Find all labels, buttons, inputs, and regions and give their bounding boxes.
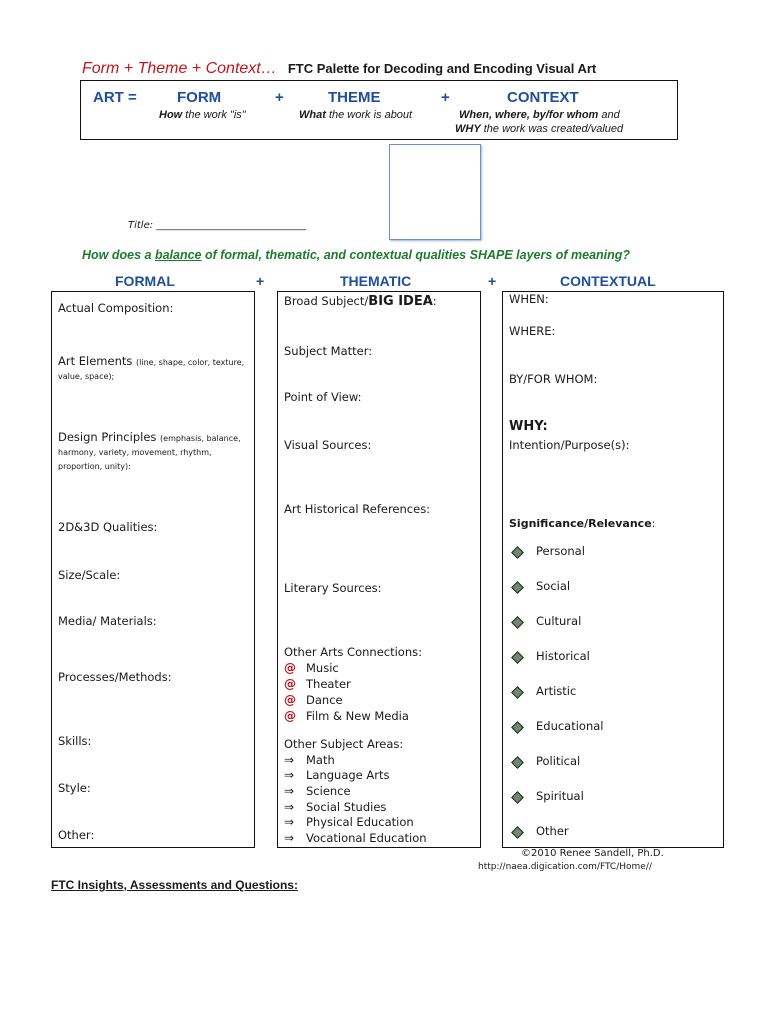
- arrow-right-icon: ⇒: [284, 815, 295, 830]
- significance-label: Significance/Relevance:: [509, 517, 656, 530]
- design-principles-label: Design Principles (emphasis, balance, harmony, variety, movement, rhythm, proportion, unity):: [58, 430, 241, 471]
- diamond-bullet-icon: [511, 651, 524, 664]
- intention-purpose-label: Intention/Purpose(s):: [509, 438, 630, 452]
- list-item: Personal: [507, 544, 604, 579]
- list-item: @ Theater: [284, 677, 351, 691]
- subjects-list: [284, 752, 427, 846]
- list-item: Cultural: [507, 614, 604, 649]
- source-url[interactable]: http://naea.digication.com/FTC/Home//: [478, 862, 652, 872]
- other-subjects-label: Other Subject Areas:: [284, 737, 404, 751]
- arts-list: [284, 660, 409, 724]
- copyright: ©2010 Renee Sandell, Ph.D.: [521, 848, 664, 859]
- list-item: ⇒ Math: [284, 752, 335, 767]
- page-title: [82, 58, 596, 78]
- why-label: WHY:: [509, 419, 548, 434]
- art-historical-label: Art Historical References:: [284, 502, 431, 516]
- actual-composition-label: Actual Composition:: [58, 301, 174, 315]
- when-label: WHEN:: [509, 292, 549, 306]
- arrow-right-icon: ⇒: [284, 768, 295, 783]
- media-materials-label: Media/ Materials:: [58, 614, 157, 628]
- diamond-bullet-icon: [511, 581, 524, 594]
- art-equation-box: [80, 80, 678, 140]
- significance-list: [507, 544, 604, 859]
- arrow-right-icon: ⇒: [284, 830, 295, 845]
- formal-header: FORMAL: [115, 273, 175, 289]
- context-label: CONTEXT: [507, 89, 579, 106]
- insights-heading: FTC Insights, Assessments and Questions:: [51, 878, 298, 892]
- size-scale-label: Size/Scale:: [58, 568, 121, 582]
- form-subtitle: How the work "is": [159, 109, 246, 121]
- list-item: Spiritual: [507, 789, 604, 824]
- list-item: Political: [507, 754, 604, 789]
- list-item: ⇒ Social Studies: [284, 799, 387, 814]
- diamond-bullet-icon: [511, 686, 524, 699]
- by-for-whom-label: BY/FOR WHOM:: [509, 372, 598, 386]
- list-item: ⇒ Language Arts: [284, 768, 390, 783]
- style-label: Style:: [58, 781, 91, 795]
- at-bullet-icon: @: [284, 693, 296, 707]
- theme-label: THEME: [328, 89, 381, 106]
- arrow-right-icon: ⇒: [284, 752, 295, 767]
- context-subtitle-2: WHY the work was created/valued: [455, 123, 624, 135]
- list-item: ⇒ Vocational Education: [284, 830, 427, 845]
- list-item: @ Dance: [284, 693, 343, 707]
- art-label: ART =: [93, 89, 137, 106]
- list-item: ⇒ Science: [284, 783, 351, 798]
- literary-sources-label: Literary Sources:: [284, 581, 382, 595]
- at-bullet-icon: @: [284, 709, 296, 723]
- list-item: Artistic: [507, 684, 604, 719]
- diamond-bullet-icon: [511, 756, 524, 769]
- list-item: @ Music: [284, 661, 339, 675]
- list-item: Historical: [507, 649, 604, 684]
- formal-column: [51, 291, 255, 848]
- diamond-bullet-icon: [511, 546, 524, 559]
- arrow-right-icon: ⇒: [284, 783, 295, 798]
- theme-subtitle: What the work is about: [299, 109, 413, 121]
- where-label: WHERE:: [509, 324, 556, 338]
- point-of-view-label: Point of View:: [284, 390, 362, 404]
- thematic-header: THEMATIC: [340, 273, 412, 289]
- form-label: FORM: [177, 89, 222, 106]
- skills-label: Skills:: [58, 734, 92, 748]
- plus-2: +: [441, 89, 450, 106]
- plus-thematic-contextual: +: [488, 273, 497, 289]
- processes-methods-label: Processes/Methods:: [58, 670, 172, 684]
- diamond-bullet-icon: [511, 721, 524, 734]
- at-bullet-icon: @: [284, 677, 296, 691]
- plus-1: +: [275, 89, 284, 106]
- title-field: Title: ______________________________: [128, 220, 307, 231]
- arrow-right-icon: ⇒: [284, 799, 295, 814]
- contextual-header: CONTEXTUAL: [560, 273, 656, 289]
- list-item: Social: [507, 579, 604, 614]
- artwork-image-box: [389, 144, 481, 240]
- formal-other-label: Other:: [58, 828, 95, 842]
- other-arts-label: Other Arts Connections:: [284, 645, 422, 659]
- art-elements-label: Art Elements (line, shape, color, texture, value, space);: [58, 354, 245, 381]
- title-black-part: FTC Palette for Decoding and Encoding Visual Art: [287, 61, 597, 76]
- at-bullet-icon: @: [284, 661, 296, 675]
- diamond-bullet-icon: [511, 616, 524, 629]
- list-item: Other: [507, 824, 604, 859]
- list-item: Educational: [507, 719, 604, 754]
- list-item: ⇒ Physical Education: [284, 815, 414, 830]
- guiding-question: How does a balance of formal, thematic, and contextual qualities SHAPE layers of meaning?: [82, 248, 631, 262]
- subject-matter-label: Subject Matter:: [284, 344, 373, 358]
- plus-formal-thematic: +: [256, 273, 265, 289]
- context-subtitle-1: When, where, by/for whom and: [459, 109, 620, 121]
- contextual-column: [502, 291, 724, 848]
- diamond-bullet-icon: [511, 791, 524, 804]
- visual-sources-label: Visual Sources:: [284, 438, 372, 452]
- thematic-column: [277, 291, 481, 848]
- title-red-part: Form + Theme + Context…: [82, 60, 277, 77]
- diamond-bullet-icon: [511, 826, 524, 839]
- list-item: @ Film & New Media: [284, 709, 409, 723]
- qualities-label: 2D&3D Qualities:: [58, 520, 158, 534]
- broad-subject-label: Broad Subject/BIG IDEA:: [284, 294, 437, 309]
